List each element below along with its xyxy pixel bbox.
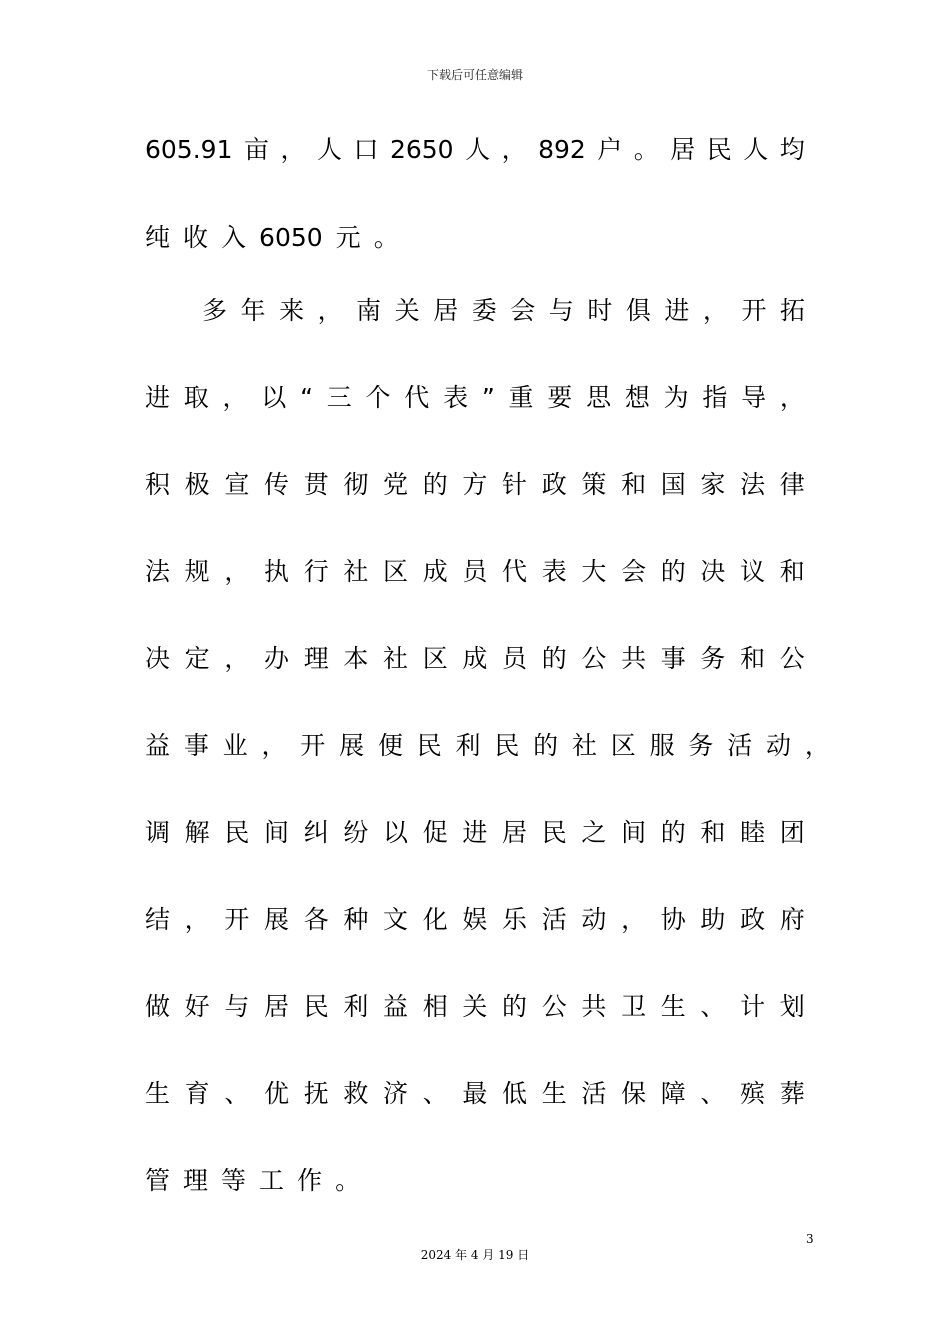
text-token: 重 [508, 383, 534, 412]
text-token: 、 [700, 1079, 726, 1108]
text-token: 居 [433, 296, 459, 325]
text-token: 人 [316, 135, 342, 164]
text-token: 生 [145, 1079, 171, 1108]
text-token: 进 [664, 296, 690, 325]
text-token: 优 [264, 1079, 290, 1108]
text-token: 的 [502, 992, 528, 1021]
text-line-1 [145, 130, 805, 170]
text-token: 间 [264, 818, 290, 847]
text-line-5 [145, 465, 805, 505]
text-token: 思 [586, 383, 612, 412]
text-line-7 [145, 639, 805, 679]
text-token: 葬 [779, 1079, 805, 1108]
text-token: 益 [145, 731, 171, 760]
text-token: 活 [727, 731, 753, 760]
text-token: 活 [541, 905, 567, 934]
text-token: ， [501, 135, 527, 164]
text-token: 业 [222, 731, 248, 760]
text-token: 为 [663, 383, 689, 412]
text-token: 元 [335, 223, 361, 252]
text-line-2 [145, 218, 805, 258]
text-token: 救 [343, 1079, 369, 1108]
text-token: 作 [297, 1166, 323, 1195]
text-token: 务 [700, 644, 726, 673]
text-token: 想 [624, 383, 650, 412]
text-token: 生 [541, 1079, 567, 1108]
text-token: 保 [621, 1079, 647, 1108]
text-token: 之 [581, 818, 607, 847]
text-token: 人 [743, 135, 769, 164]
text-token: 事 [183, 731, 209, 760]
text-token: 公 [779, 644, 805, 673]
text-token: 办 [264, 644, 290, 673]
text-token: 管 [145, 1166, 171, 1195]
text-token: ， [184, 905, 210, 934]
text-token: 关 [462, 992, 488, 1021]
text-token: 会 [510, 296, 536, 325]
text-token: ， [702, 296, 728, 325]
text-token: 公 [541, 992, 567, 1021]
text-token: 居 [670, 135, 696, 164]
text-token: 促 [422, 818, 448, 847]
text-token: 传 [264, 470, 290, 499]
text-token: 户 [597, 135, 623, 164]
text-token: 民 [494, 731, 520, 760]
text-token: 团 [779, 818, 805, 847]
text-token: 民 [224, 818, 250, 847]
text-token: 代 [502, 557, 528, 586]
text-token: 社 [343, 557, 369, 586]
text-token: 开 [224, 905, 250, 934]
text-token: 规 [184, 557, 210, 586]
text-token: 政 [740, 905, 766, 934]
text-token: 亩 [243, 135, 269, 164]
text-token: 结 [145, 905, 171, 934]
text-token: 活 [581, 1079, 607, 1108]
text-token: 律 [779, 470, 805, 499]
text-token: 开 [741, 296, 767, 325]
text-token: 工 [259, 1166, 285, 1195]
text-token: 代 [404, 383, 430, 412]
text-token: 国 [660, 470, 686, 499]
text-token: 南 [356, 296, 382, 325]
text-token: 区 [610, 731, 636, 760]
text-token: 议 [740, 557, 766, 586]
text-token: 调 [145, 818, 171, 847]
text-token: ， [804, 731, 830, 760]
text-token: 睦 [740, 818, 766, 847]
text-token: 行 [303, 557, 329, 586]
text-token: 进 [145, 383, 171, 412]
text-token: 济 [383, 1079, 409, 1108]
text-token: 务 [688, 731, 714, 760]
text-token: 导 [741, 383, 767, 412]
text-token: 892 [538, 135, 586, 164]
text-token: 等 [221, 1166, 247, 1195]
text-token: 展 [339, 731, 365, 760]
text-token: 障 [660, 1079, 686, 1108]
text-token: 政 [541, 470, 567, 499]
text-token: 与 [548, 296, 574, 325]
text-token: 益 [383, 992, 409, 1021]
text-token: 抚 [303, 1079, 329, 1108]
text-token: 拓 [779, 296, 805, 325]
text-token: ， [222, 383, 248, 412]
text-line-6 [145, 552, 805, 592]
text-token: 开 [300, 731, 326, 760]
text-token: 进 [462, 818, 488, 847]
text-token: 极 [184, 470, 210, 499]
text-token: 指 [702, 383, 728, 412]
text-token: 贯 [303, 470, 329, 499]
text-token: 均 [779, 135, 805, 164]
header-note: 下载后可任意编辑 [426, 68, 523, 82]
text-token: 殡 [740, 1079, 766, 1108]
text-token: 家 [700, 470, 726, 499]
footer-date: 2024 年 4 月 19 日 [420, 1248, 530, 1262]
text-token: 会 [621, 557, 647, 586]
text-token: ， [280, 135, 306, 164]
text-token: 年 [240, 296, 266, 325]
text-token: ， [317, 296, 343, 325]
text-token: 成 [462, 644, 488, 673]
text-token: 各 [303, 905, 329, 934]
text-token: 化 [422, 905, 448, 934]
text-token: 居 [502, 818, 528, 847]
text-token: 来 [279, 296, 305, 325]
text-token: 纠 [303, 818, 329, 847]
text-token: 的 [541, 644, 567, 673]
text-token: 利 [343, 992, 369, 1021]
text-token: 员 [462, 557, 488, 586]
text-token: 展 [264, 905, 290, 934]
text-line-11 [145, 987, 805, 1027]
text-token: 育 [184, 1079, 210, 1108]
text-token: 、 [700, 992, 726, 1021]
text-token: 605.91 [145, 135, 233, 164]
text-token: ” [481, 383, 495, 412]
text-line-8 [145, 726, 830, 766]
text-token: 民 [303, 992, 329, 1021]
text-token: 的 [422, 470, 448, 499]
text-token: 文 [383, 905, 409, 934]
text-token: 收 [183, 223, 209, 252]
text-token: 表 [443, 383, 469, 412]
text-token: 宣 [224, 470, 250, 499]
text-token: 社 [571, 731, 597, 760]
text-token: ， [261, 731, 287, 760]
text-token: 乐 [502, 905, 528, 934]
text-token: 员 [502, 644, 528, 673]
text-token: 法 [740, 470, 766, 499]
text-token: 共 [621, 644, 647, 673]
text-token: 社 [383, 644, 409, 673]
text-token: 法 [145, 557, 171, 586]
text-token: 以 [383, 818, 409, 847]
text-token: 最 [462, 1079, 488, 1108]
text-line-10 [145, 900, 805, 940]
text-token: 民 [541, 818, 567, 847]
text-token: 和 [621, 470, 647, 499]
text-token: 个 [365, 383, 391, 412]
page-number: 3 [806, 1232, 814, 1246]
text-token: 居 [264, 992, 290, 1021]
text-token: 纯 [145, 223, 171, 252]
text-token: 事 [660, 644, 686, 673]
text-token: 解 [184, 818, 210, 847]
text-token: 间 [621, 818, 647, 847]
text-token: 成 [422, 557, 448, 586]
text-line-13 [145, 1161, 805, 1201]
text-token: 利 [455, 731, 481, 760]
text-token: 三 [326, 383, 352, 412]
text-token: 纷 [343, 818, 369, 847]
text-token: 理 [303, 644, 329, 673]
text-token: ， [779, 383, 805, 412]
text-line-4 [145, 378, 805, 418]
text-token: 区 [383, 557, 409, 586]
text-token: 取 [183, 383, 209, 412]
text-token: 助 [700, 905, 726, 934]
text-token: 生 [660, 992, 686, 1021]
text-line-12 [145, 1074, 805, 1114]
text-token: 彻 [343, 470, 369, 499]
text-token: ， [224, 644, 250, 673]
text-token: 积 [145, 470, 171, 499]
text-token: 与 [224, 992, 250, 1021]
text-token: 好 [184, 992, 210, 1021]
text-token: 服 [649, 731, 675, 760]
text-token: 党 [383, 470, 409, 499]
text-token: 计 [740, 992, 766, 1021]
text-token: 共 [581, 992, 607, 1021]
text-token: 。 [335, 1166, 361, 1195]
text-token: 协 [660, 905, 686, 934]
text-token: 多 [202, 296, 228, 325]
text-token: 2650 [389, 135, 454, 164]
text-token: 口 [353, 135, 379, 164]
text-token: 。 [373, 223, 399, 252]
text-token: 俱 [625, 296, 651, 325]
text-token: 做 [145, 992, 171, 1021]
text-token: 娱 [462, 905, 488, 934]
text-token: 执 [264, 557, 290, 586]
text-token: 相 [422, 992, 448, 1021]
text-token: 划 [779, 992, 805, 1021]
text-token: 决 [145, 644, 171, 673]
text-token: 的 [533, 731, 559, 760]
text-token: 入 [221, 223, 247, 252]
text-token: 、 [224, 1079, 250, 1108]
text-token: 动 [581, 905, 607, 934]
text-token: 表 [541, 557, 567, 586]
text-token: 要 [547, 383, 573, 412]
text-token: 时 [587, 296, 613, 325]
text-token: 、 [422, 1079, 448, 1108]
text-token: 便 [377, 731, 403, 760]
text-token: 公 [581, 644, 607, 673]
text-token: 和 [700, 818, 726, 847]
text-token: 本 [343, 644, 369, 673]
text-token: 区 [422, 644, 448, 673]
text-token: 策 [581, 470, 607, 499]
text-token: 以 [261, 383, 287, 412]
text-token: ， [224, 557, 250, 586]
text-line-3 [202, 291, 805, 331]
text-token: 关 [394, 296, 420, 325]
text-token: 针 [502, 470, 528, 499]
text-line-9 [145, 813, 805, 853]
text-token: 府 [779, 905, 805, 934]
text-token: 6050 [259, 223, 323, 252]
text-token: 人 [465, 135, 491, 164]
text-token: 定 [184, 644, 210, 673]
text-token: 方 [462, 470, 488, 499]
text-token: ， [621, 905, 647, 934]
text-token: 种 [343, 905, 369, 934]
text-token: 民 [706, 135, 732, 164]
text-token: 大 [581, 557, 607, 586]
text-token: 理 [183, 1166, 209, 1195]
text-token: 和 [740, 644, 766, 673]
text-token: 。 [633, 135, 659, 164]
text-token: 的 [660, 557, 686, 586]
text-token: 委 [471, 296, 497, 325]
text-token: 和 [779, 557, 805, 586]
text-token: 动 [766, 731, 792, 760]
text-token: 卫 [621, 992, 647, 1021]
text-token: 低 [502, 1079, 528, 1108]
text-token: 决 [700, 557, 726, 586]
text-token: 民 [416, 731, 442, 760]
text-token: “ [300, 383, 314, 412]
text-token: 的 [660, 818, 686, 847]
